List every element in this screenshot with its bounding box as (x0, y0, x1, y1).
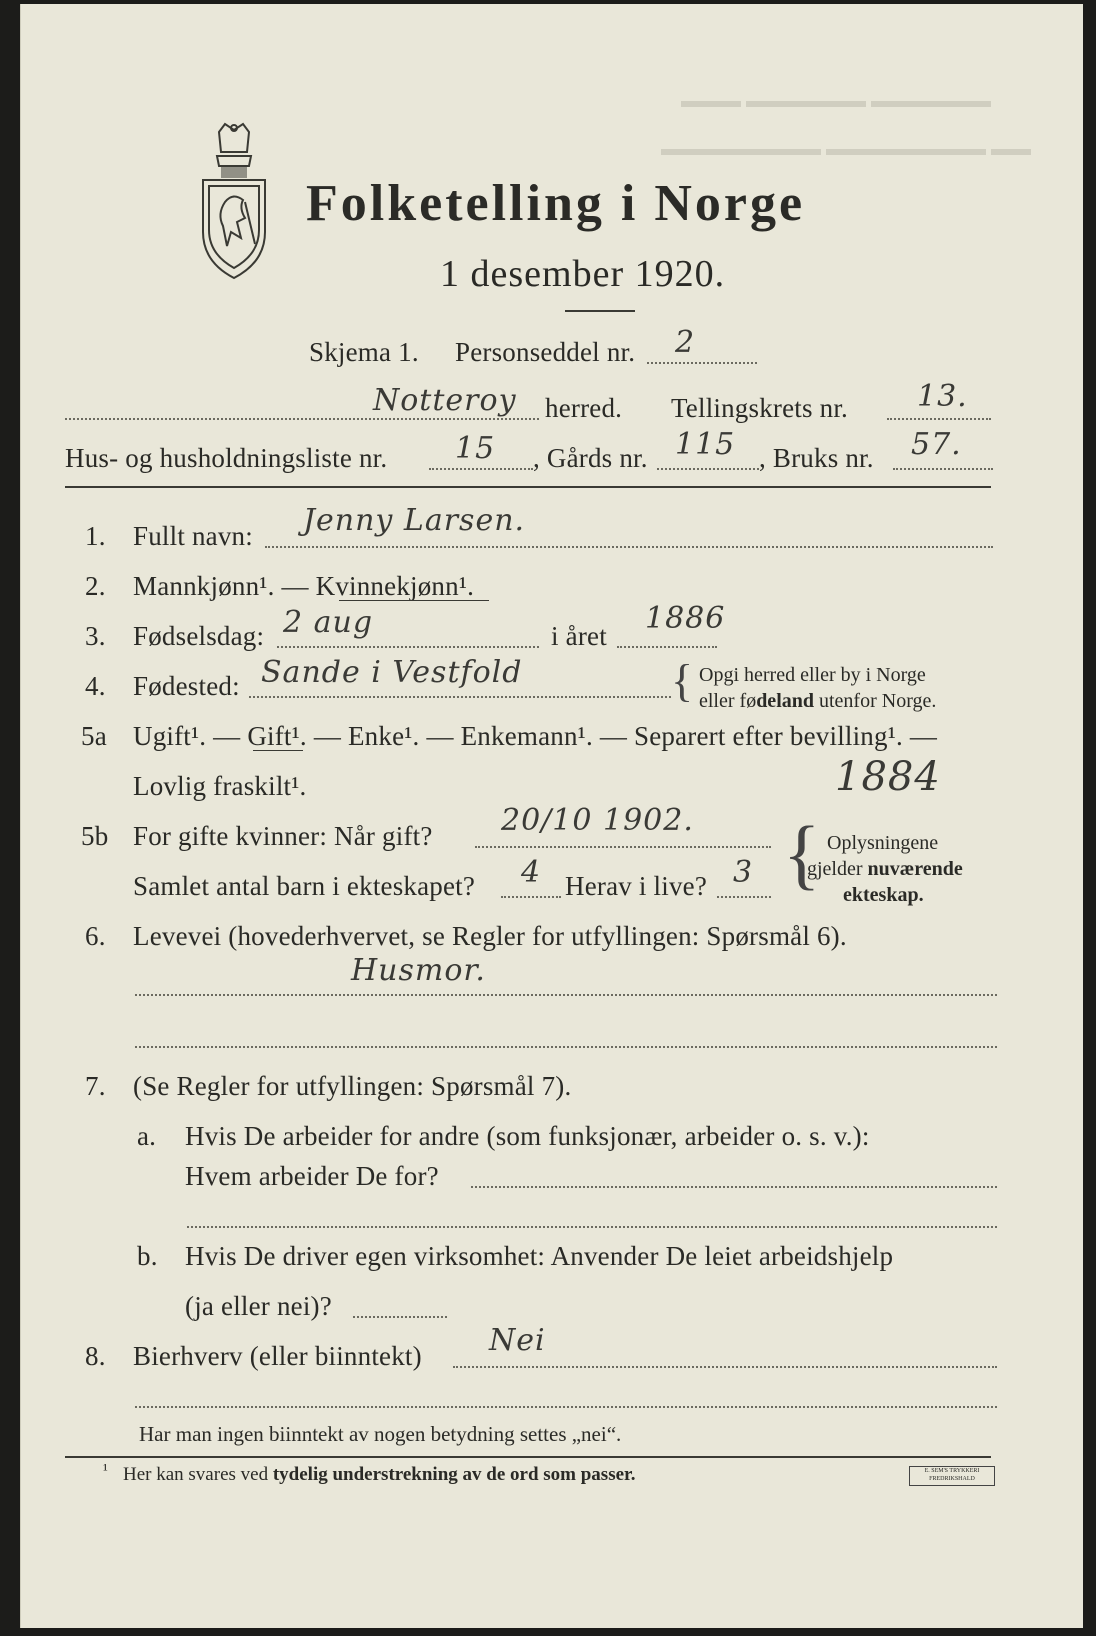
q3-year-label: i året (551, 621, 607, 651)
q8-label: Bierhverv (eller biinntekt) (133, 1341, 422, 1371)
q7a-label: Hvis De arbeider for andre (som funksjonær, arbeider o. s. v.): (185, 1121, 870, 1151)
footnote-mark: ¹ (103, 1462, 108, 1479)
q5b-note-line3: ekteskap. (843, 884, 924, 906)
birthplace-value[interactable]: Sande i Vestfold (261, 655, 523, 690)
q5a-marital-options: Ugift¹. — Gift¹. — Enke¹. — Enkemann¹. — Separert efter bevilling¹. — (133, 721, 938, 751)
children-alive-value[interactable]: 3 (733, 855, 754, 890)
title-divider (565, 310, 635, 312)
marriage-date-value[interactable]: 20/10 1902. (501, 803, 694, 838)
q5b-line (475, 846, 771, 848)
census-date: 1 desember 1920. (440, 253, 726, 295)
skjema-label: Skjema 1. (309, 337, 419, 367)
tellingskrets-value[interactable]: 13. (917, 379, 968, 414)
q3-year-line (617, 646, 717, 648)
q3-line (277, 646, 539, 648)
coat-of-arms-icon (189, 122, 279, 282)
q8-note: Har man ingen biinntekt av nogen betydning settes „nei“. (139, 1422, 622, 1446)
q5a-number: 5a (81, 721, 107, 751)
q7b-label: Hvis De driver egen virksomhet: Anvender De leiet arbeidshjelp (185, 1241, 894, 1271)
q5b-label: For gifte kvinner: Når gift? (133, 821, 433, 851)
bleed-through-text: ▬▬▬▬▬▬▬▬ ▬▬▬▬▬▬▬▬ ▬▬ (661, 138, 1031, 160)
q1-label: Fullt navn: (133, 521, 253, 551)
census-form-sheet (20, 4, 1083, 1628)
footer-divider (65, 1456, 991, 1458)
q4-note-line2: eller fødeland utenfor Norge. (699, 690, 937, 712)
birth-year-value[interactable]: 1886 (645, 601, 726, 636)
q2-gender-options: Mannkjønn¹. — Kvinnekjønn¹. (133, 571, 475, 601)
personseddel-value[interactable]: 2 (675, 325, 696, 360)
q4-number: 4. (85, 671, 106, 701)
husholdningsliste-value[interactable]: 15 (455, 431, 496, 466)
tellingskrets-label: Tellingskrets nr. (671, 393, 848, 423)
gift-underline (253, 750, 303, 751)
q5b-alive-label: Herav i live? (565, 871, 708, 901)
children-count-value[interactable]: 4 (521, 855, 542, 890)
q8-line-1 (453, 1366, 997, 1368)
q6-line-1 (135, 994, 997, 996)
occupation-value[interactable]: Husmor. (351, 953, 486, 988)
birthday-value[interactable]: 2 aug (283, 605, 374, 640)
gards-label: , Gårds nr. (533, 443, 648, 473)
printer-stamp: E. SEM'S TRYKKERI FREDRIKSHALD (909, 1466, 995, 1486)
herred-value[interactable]: Notteroy (373, 383, 517, 418)
full-name-value[interactable]: Jenny Larsen. (303, 503, 526, 538)
kvinnekjonn-underline (339, 600, 489, 601)
q5b-note-line2: gjelder nuværende (807, 858, 963, 880)
q6-number: 6. (85, 921, 106, 951)
q5b-number: 5b (81, 821, 109, 851)
q1-line (265, 546, 993, 548)
personseddel-line (647, 362, 757, 364)
bruks-line (893, 468, 993, 470)
q7a-letter: a. (137, 1121, 157, 1151)
gards-value[interactable]: 115 (675, 427, 736, 462)
q7a-line-2 (187, 1226, 997, 1228)
husholdningsliste-line (429, 468, 533, 470)
footnote-text: Her kan svares ved tydelig understrekning av de ord som passer. (123, 1464, 636, 1485)
husholdningsliste-label: Hus- og husholdningsliste nr. (65, 443, 388, 473)
q2-number: 2. (85, 571, 106, 601)
q5b-children-label: Samlet antal barn i ekteskapet? (133, 871, 476, 901)
form-title: Folketelling i Norge (306, 175, 806, 232)
personseddel-label: Personseddel nr. (455, 337, 636, 367)
bruks-value[interactable]: 57. (911, 427, 962, 462)
bleed-through-text: ▬▬▬ ▬▬▬▬▬▬ ▬▬▬▬▬▬ (681, 90, 991, 112)
q5b-note-line1: Oplysningene (827, 832, 939, 854)
q4-line (249, 696, 671, 698)
q6-line-2 (135, 1046, 997, 1048)
q3-label: Fødselsdag: (133, 621, 265, 651)
q7b-label2: (ja eller nei)? (185, 1291, 332, 1321)
herred-line (65, 418, 539, 420)
herred-label: herred. (545, 393, 623, 423)
q7-number: 7. (85, 1071, 106, 1101)
q7-label: (Se Regler for utfyllingen: Spørsmål 7). (133, 1071, 572, 1101)
q6-label: Levevei (hovederhvervet, se Regler for utfyllingen: Spørsmål 6). (133, 921, 847, 951)
bruks-label: , Bruks nr. (759, 443, 874, 473)
side-income-value[interactable]: Nei (489, 1323, 546, 1358)
q5a-fraskilt: Lovlig fraskilt¹. (133, 771, 307, 801)
q5b-alive-line (717, 896, 771, 898)
q7a-label2: Hvem arbeider De for? (185, 1161, 439, 1191)
marriage-side-year-value[interactable]: 1884 (835, 754, 941, 800)
q8-line-2 (135, 1406, 997, 1408)
q1-number: 1. (85, 521, 106, 551)
q7b-letter: b. (137, 1241, 158, 1271)
gards-line (657, 468, 759, 470)
q5b-brace: { (783, 810, 821, 897)
q8-number: 8. (85, 1341, 106, 1371)
q7b-line (353, 1316, 447, 1318)
tellingskrets-line (887, 418, 991, 420)
q7a-line-1 (471, 1186, 997, 1188)
q4-label: Fødested: (133, 671, 240, 701)
q4-brace: { (671, 655, 694, 706)
q4-note-line1: Opgi herred eller by i Norge (699, 664, 926, 686)
q5b-children-line (501, 896, 561, 898)
q3-number: 3. (85, 621, 106, 651)
header-divider (65, 486, 991, 488)
